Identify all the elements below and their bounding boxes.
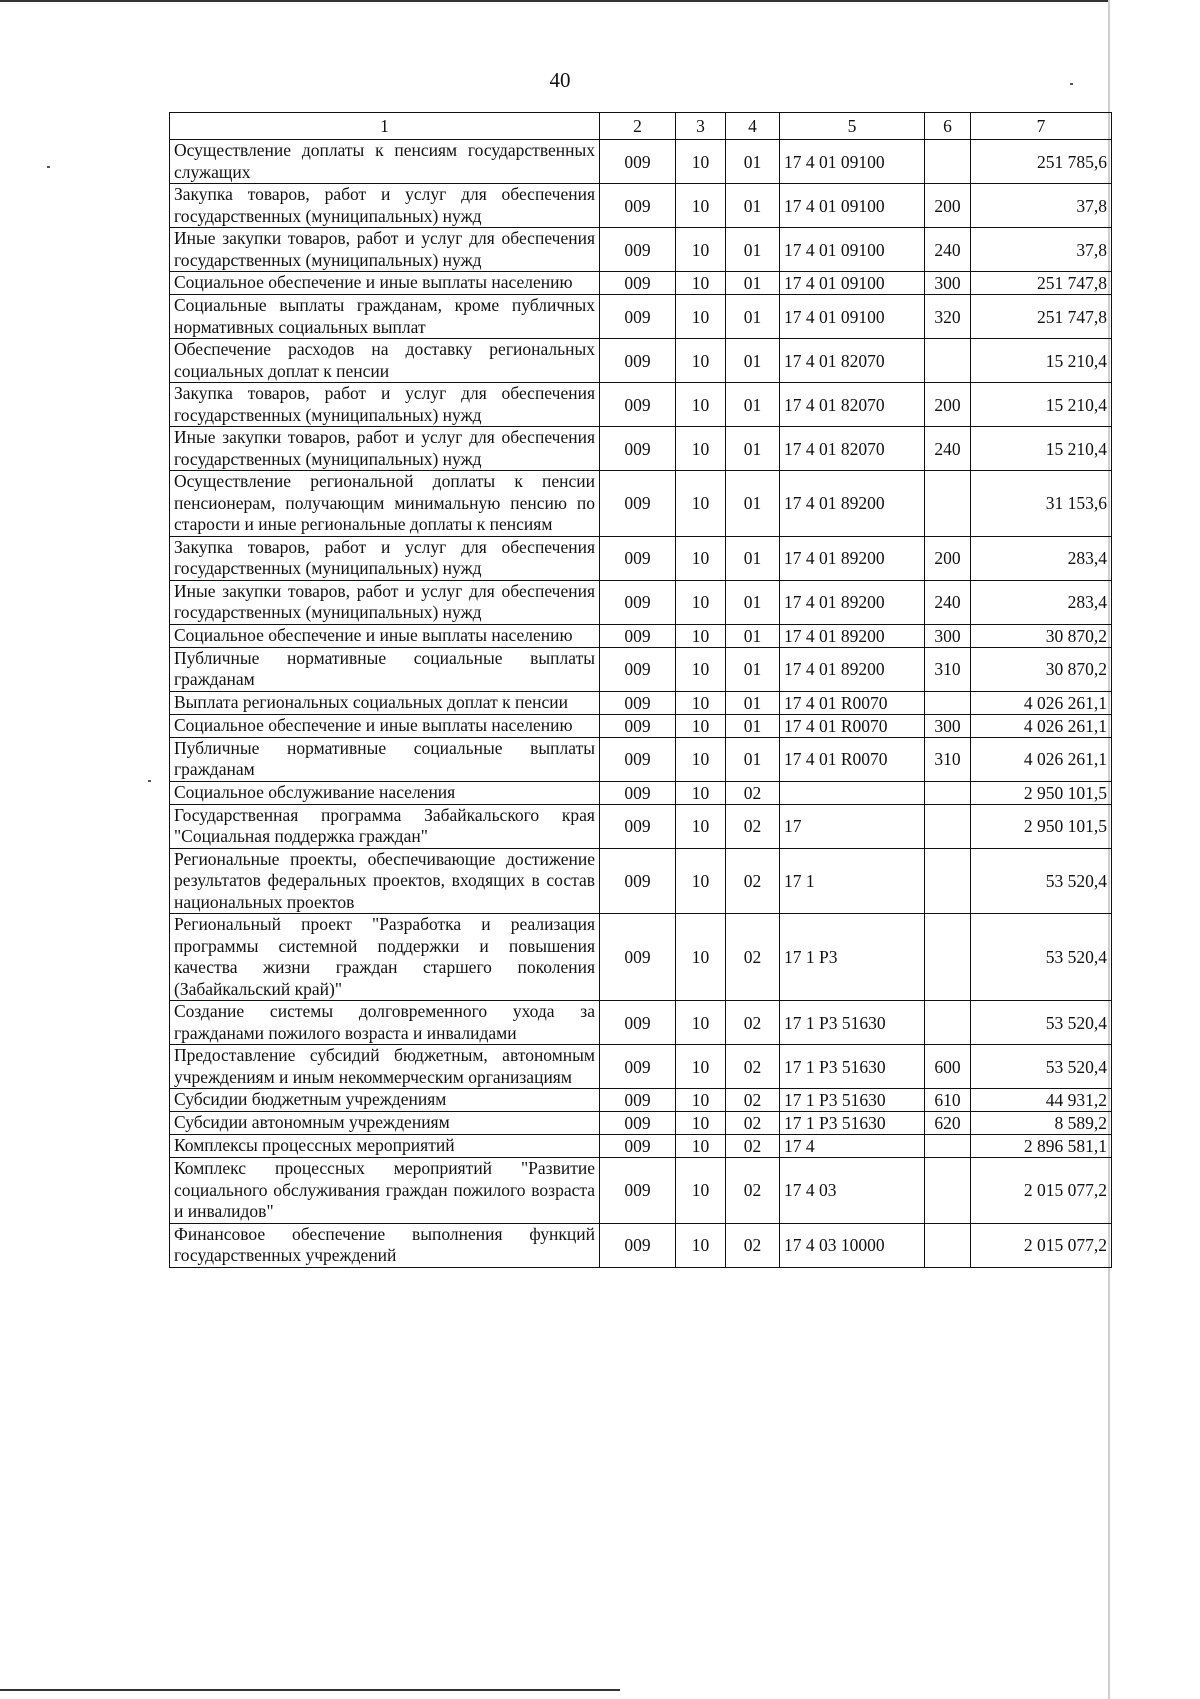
target-article-cell: 17 4 01 09100	[780, 184, 925, 228]
section-cell: 10	[676, 471, 726, 537]
section-cell: 10	[676, 339, 726, 383]
subsection-cell: 02	[726, 1089, 780, 1112]
section-cell: 10	[676, 714, 726, 737]
subsection-cell: 01	[726, 295, 780, 339]
table-row	[170, 580, 1112, 624]
target-article-cell: 17 4 01 R0070	[780, 714, 925, 737]
admin-code-cell: 009	[600, 140, 676, 184]
subsection-cell: 01	[726, 536, 780, 580]
table-row	[170, 781, 1112, 804]
target-article-cell: 17 4 01 89200	[780, 624, 925, 647]
admin-code-cell: 009	[600, 272, 676, 295]
row-description: Комплекс процессных мероприятий "Развитие социального обслуживания граждан пожилого возраста и инвалидов"	[170, 1158, 600, 1224]
amount-cell: 53 520,4	[971, 1001, 1112, 1045]
target-article-cell: 17 4 01 09100	[780, 140, 925, 184]
amount-cell: 283,4	[971, 580, 1112, 624]
admin-code-cell: 009	[600, 647, 676, 691]
row-description: Выплата региональных социальных доплат к пенсии	[170, 691, 600, 714]
table-row	[170, 339, 1112, 383]
table-row	[170, 624, 1112, 647]
target-article-cell: 17 1 P3 51630	[780, 1089, 925, 1112]
subsection-cell: 02	[726, 1045, 780, 1089]
target-article-cell: 17 4 01 09100	[780, 228, 925, 272]
table-row	[170, 272, 1112, 295]
section-cell: 10	[676, 1223, 726, 1267]
table-row	[170, 804, 1112, 848]
subsection-cell: 01	[726, 714, 780, 737]
admin-code-cell: 009	[600, 691, 676, 714]
expense-type-cell	[925, 471, 971, 537]
subsection-cell: 02	[726, 1158, 780, 1224]
subsection-cell: 02	[726, 914, 780, 1001]
amount-cell: 2 950 101,5	[971, 781, 1112, 804]
amount-cell: 15 210,4	[971, 339, 1112, 383]
admin-code-cell: 009	[600, 1089, 676, 1112]
subsection-cell: 02	[726, 1223, 780, 1267]
section-cell: 10	[676, 1158, 726, 1224]
table-row	[170, 427, 1112, 471]
amount-cell: 4 026 261,1	[971, 691, 1112, 714]
amount-cell: 30 870,2	[971, 647, 1112, 691]
subsection-cell: 01	[726, 647, 780, 691]
table-row	[170, 295, 1112, 339]
column-header: 7	[971, 113, 1112, 140]
amount-cell: 283,4	[971, 536, 1112, 580]
row-description: Региональный проект "Разработка и реализация программы системной поддержки и повышения качества жизни граждан старшего поколения (Забайкальский край)"	[170, 914, 600, 1001]
amount-cell: 4 026 261,1	[971, 714, 1112, 737]
section-cell: 10	[676, 737, 726, 781]
admin-code-cell: 009	[600, 624, 676, 647]
row-description: Публичные нормативные социальные выплаты гражданам	[170, 737, 600, 781]
admin-code-cell: 009	[600, 1158, 676, 1224]
row-description: Социальные выплаты гражданам, кроме публичных нормативных социальных выплат	[170, 295, 600, 339]
budget-table	[169, 112, 1112, 1268]
admin-code-cell: 009	[600, 714, 676, 737]
target-article-cell: 17 4 01 R0070	[780, 737, 925, 781]
expense-type-cell	[925, 1158, 971, 1224]
subsection-cell: 01	[726, 339, 780, 383]
table-row	[170, 1135, 1112, 1158]
row-description: Финансовое обеспечение выполнения функций государственных учреждений	[170, 1223, 600, 1267]
expense-type-cell: 200	[925, 536, 971, 580]
table-row	[170, 914, 1112, 1001]
admin-code-cell: 009	[600, 1135, 676, 1158]
row-description: Обеспечение расходов на доставку региональных социальных доплат к пенсии	[170, 339, 600, 383]
admin-code-cell: 009	[600, 295, 676, 339]
expense-type-cell: 240	[925, 228, 971, 272]
table-row	[170, 1089, 1112, 1112]
section-cell: 10	[676, 1001, 726, 1045]
admin-code-cell: 009	[600, 781, 676, 804]
row-description: Субсидии автономным учреждениям	[170, 1112, 600, 1135]
subsection-cell: 01	[726, 624, 780, 647]
expense-type-cell	[925, 1001, 971, 1045]
target-article-cell: 17 1 P3 51630	[780, 1112, 925, 1135]
expense-type-cell: 240	[925, 580, 971, 624]
row-description: Создание системы долговременного ухода за гражданами пожилого возраста и инвалидами	[170, 1001, 600, 1045]
row-description: Закупка товаров, работ и услуг для обеспечения государственных (муниципальных) нужд	[170, 383, 600, 427]
expense-type-cell: 620	[925, 1112, 971, 1135]
subsection-cell: 02	[726, 848, 780, 914]
amount-cell: 2 015 077,2	[971, 1158, 1112, 1224]
subsection-cell: 02	[726, 1135, 780, 1158]
section-cell: 10	[676, 1089, 726, 1112]
target-article-cell: 17 4	[780, 1135, 925, 1158]
expense-type-cell: 600	[925, 1045, 971, 1089]
section-cell: 10	[676, 427, 726, 471]
amount-cell: 251 747,8	[971, 295, 1112, 339]
admin-code-cell: 009	[600, 184, 676, 228]
subsection-cell: 02	[726, 804, 780, 848]
amount-cell: 37,8	[971, 184, 1112, 228]
target-article-cell: 17 4 01 89200	[780, 471, 925, 537]
amount-cell: 2 950 101,5	[971, 804, 1112, 848]
admin-code-cell: 009	[600, 339, 676, 383]
admin-code-cell: 009	[600, 1045, 676, 1089]
target-article-cell: 17 4 01 R0070	[780, 691, 925, 714]
row-description: Субсидии бюджетным учреждениям	[170, 1089, 600, 1112]
expense-type-cell	[925, 1135, 971, 1158]
subsection-cell: 02	[726, 1001, 780, 1045]
scan-speck	[47, 166, 50, 168]
row-description: Социальное обеспечение и иные выплаты населению	[170, 624, 600, 647]
table-row	[170, 140, 1112, 184]
admin-code-cell: 009	[600, 1001, 676, 1045]
row-description: Публичные нормативные социальные выплаты гражданам	[170, 647, 600, 691]
subsection-cell: 02	[726, 1112, 780, 1135]
expense-type-cell: 310	[925, 737, 971, 781]
admin-code-cell: 009	[600, 848, 676, 914]
table-row	[170, 647, 1112, 691]
row-description: Государственная программа Забайкальского края "Социальная поддержка граждан"	[170, 804, 600, 848]
target-article-cell: 17 4 01 09100	[780, 272, 925, 295]
table-row	[170, 848, 1112, 914]
target-article-cell: 17 4 01 89200	[780, 536, 925, 580]
target-article-cell: 17 1	[780, 848, 925, 914]
amount-cell: 8 589,2	[971, 1112, 1112, 1135]
target-article-cell: 17 4 01 89200	[780, 647, 925, 691]
table-row	[170, 471, 1112, 537]
target-article-cell	[780, 781, 925, 804]
expense-type-cell: 300	[925, 714, 971, 737]
subsection-cell: 01	[726, 691, 780, 714]
column-header: 2	[600, 113, 676, 140]
admin-code-cell: 009	[600, 228, 676, 272]
expense-type-cell: 310	[925, 647, 971, 691]
amount-cell: 44 931,2	[971, 1089, 1112, 1112]
subsection-cell: 01	[726, 228, 780, 272]
amount-cell: 53 520,4	[971, 848, 1112, 914]
section-cell: 10	[676, 228, 726, 272]
row-description: Региональные проекты, обеспечивающие достижение результатов федеральных проектов, входящих в состав национальных проектов	[170, 848, 600, 914]
section-cell: 10	[676, 624, 726, 647]
expense-type-cell: 300	[925, 272, 971, 295]
section-cell: 10	[676, 914, 726, 1001]
amount-cell: 53 520,4	[971, 914, 1112, 1001]
admin-code-cell: 009	[600, 427, 676, 471]
row-description: Осуществление региональной доплаты к пенсии пенсионерам, получающим минимальную пенсию по старости и иные региональные доплаты к пенсиям	[170, 471, 600, 537]
subsection-cell: 01	[726, 427, 780, 471]
row-description: Социальное обеспечение и иные выплаты населению	[170, 714, 600, 737]
table-row	[170, 737, 1112, 781]
section-cell: 10	[676, 295, 726, 339]
admin-code-cell: 009	[600, 536, 676, 580]
amount-cell: 15 210,4	[971, 427, 1112, 471]
amount-cell: 251 785,6	[971, 140, 1112, 184]
admin-code-cell: 009	[600, 804, 676, 848]
table-row	[170, 184, 1112, 228]
admin-code-cell: 009	[600, 383, 676, 427]
column-header: 3	[676, 113, 726, 140]
amount-cell: 37,8	[971, 228, 1112, 272]
target-article-cell: 17 4 01 89200	[780, 580, 925, 624]
expense-type-cell	[925, 781, 971, 804]
expense-type-cell: 320	[925, 295, 971, 339]
section-cell: 10	[676, 848, 726, 914]
table-row	[170, 1223, 1112, 1267]
column-header: 4	[726, 113, 780, 140]
row-description: Иные закупки товаров, работ и услуг для обеспечения государственных (муниципальных) нужд	[170, 580, 600, 624]
expense-type-cell	[925, 914, 971, 1001]
amount-cell: 31 153,6	[971, 471, 1112, 537]
table-row	[170, 714, 1112, 737]
expense-type-cell	[925, 140, 971, 184]
scan-speck	[148, 780, 151, 782]
admin-code-cell: 009	[600, 1223, 676, 1267]
amount-cell: 30 870,2	[971, 624, 1112, 647]
admin-code-cell: 009	[600, 471, 676, 537]
target-article-cell: 17 1 P3 51630	[780, 1001, 925, 1045]
amount-cell: 2 015 077,2	[971, 1223, 1112, 1267]
subsection-cell: 01	[726, 580, 780, 624]
table-row	[170, 691, 1112, 714]
admin-code-cell: 009	[600, 737, 676, 781]
section-cell: 10	[676, 1112, 726, 1135]
scan-edge-top	[0, 0, 1110, 2]
scan-edge-bottom	[0, 1689, 620, 1691]
target-article-cell: 17 4 01 82070	[780, 339, 925, 383]
table-row	[170, 1158, 1112, 1224]
admin-code-cell: 009	[600, 1112, 676, 1135]
expense-type-cell: 300	[925, 624, 971, 647]
target-article-cell: 17 4 03 10000	[780, 1223, 925, 1267]
amount-cell: 15 210,4	[971, 383, 1112, 427]
expense-type-cell	[925, 339, 971, 383]
section-cell: 10	[676, 691, 726, 714]
amount-cell: 4 026 261,1	[971, 737, 1112, 781]
table-row	[170, 536, 1112, 580]
section-cell: 10	[676, 647, 726, 691]
row-description: Иные закупки товаров, работ и услуг для обеспечения государственных (муниципальных) нужд	[170, 427, 600, 471]
column-header: 5	[780, 113, 925, 140]
section-cell: 10	[676, 536, 726, 580]
page-number: 40	[549, 68, 571, 92]
target-article-cell: 17 1 P3	[780, 914, 925, 1001]
table-row	[170, 1112, 1112, 1135]
expense-type-cell	[925, 691, 971, 714]
section-cell: 10	[676, 184, 726, 228]
section-cell: 10	[676, 383, 726, 427]
target-article-cell: 17 1 P3 51630	[780, 1045, 925, 1089]
row-description: Осуществление доплаты к пенсиям государственных служащих	[170, 140, 600, 184]
table-row	[170, 228, 1112, 272]
section-cell: 10	[676, 1135, 726, 1158]
expense-type-cell: 200	[925, 184, 971, 228]
subsection-cell: 01	[726, 471, 780, 537]
amount-cell: 251 747,8	[971, 272, 1112, 295]
target-article-cell: 17 4 01 09100	[780, 295, 925, 339]
row-description: Комплексы процессных мероприятий	[170, 1135, 600, 1158]
target-article-cell: 17 4 01 82070	[780, 427, 925, 471]
target-article-cell: 17 4 03	[780, 1158, 925, 1224]
expense-type-cell	[925, 804, 971, 848]
section-cell: 10	[676, 1045, 726, 1089]
subsection-cell: 01	[726, 737, 780, 781]
row-description: Социальное обеспечение и иные выплаты населению	[170, 272, 600, 295]
expense-type-cell	[925, 848, 971, 914]
row-description: Закупка товаров, работ и услуг для обеспечения государственных (муниципальных) нужд	[170, 536, 600, 580]
admin-code-cell: 009	[600, 914, 676, 1001]
column-header: 1	[170, 113, 600, 140]
subsection-cell: 01	[726, 272, 780, 295]
target-article-cell: 17	[780, 804, 925, 848]
expense-type-cell: 240	[925, 427, 971, 471]
subsection-cell: 01	[726, 383, 780, 427]
row-description: Иные закупки товаров, работ и услуг для обеспечения государственных (муниципальных) нужд	[170, 228, 600, 272]
section-cell: 10	[676, 804, 726, 848]
target-article-cell: 17 4 01 82070	[780, 383, 925, 427]
amount-cell: 2 896 581,1	[971, 1135, 1112, 1158]
expense-type-cell: 610	[925, 1089, 971, 1112]
table-row	[170, 1001, 1112, 1045]
row-description: Предоставление субсидий бюджетным, автономным учреждениям и иным некоммерческим организациям	[170, 1045, 600, 1089]
amount-cell: 53 520,4	[971, 1045, 1112, 1089]
row-description: Социальное обслуживание населения	[170, 781, 600, 804]
table-row	[170, 1045, 1112, 1089]
section-cell: 10	[676, 781, 726, 804]
header-row	[170, 113, 1112, 140]
expense-type-cell: 200	[925, 383, 971, 427]
subsection-cell: 02	[726, 781, 780, 804]
row-description: Закупка товаров, работ и услуг для обеспечения государственных (муниципальных) нужд	[170, 184, 600, 228]
section-cell: 10	[676, 140, 726, 184]
section-cell: 10	[676, 580, 726, 624]
admin-code-cell: 009	[600, 580, 676, 624]
table-row	[170, 383, 1112, 427]
subsection-cell: 01	[726, 140, 780, 184]
section-cell: 10	[676, 272, 726, 295]
subsection-cell: 01	[726, 184, 780, 228]
expense-type-cell	[925, 1223, 971, 1267]
column-header: 6	[925, 113, 971, 140]
